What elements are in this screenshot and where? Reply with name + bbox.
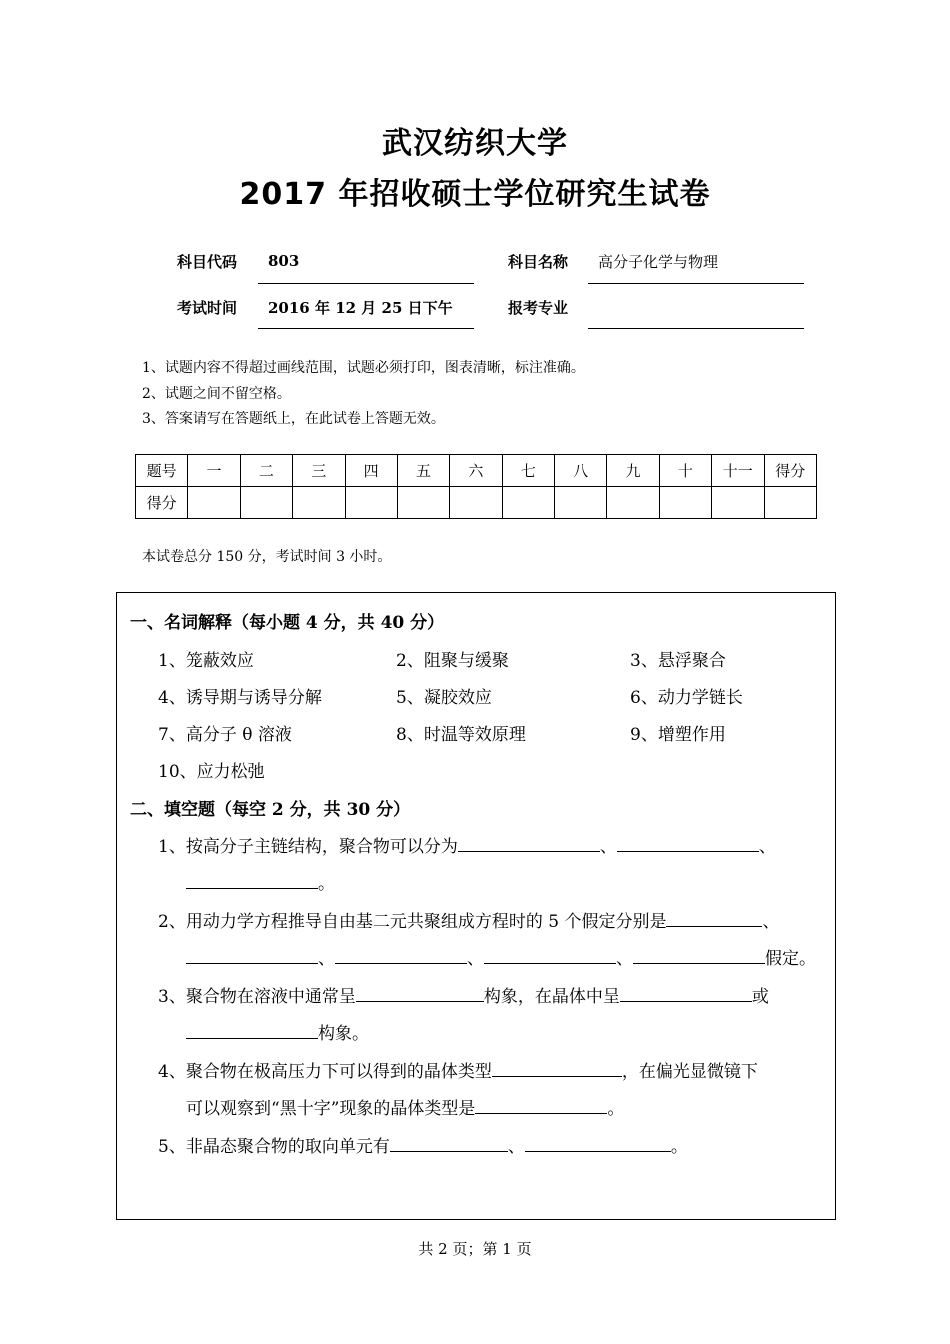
question-text: 2、用动力学方程推导自由基二元共聚组成方程时的 5 个假定分别是 [158, 912, 667, 932]
term-item: 7、高分子 θ 溶液 [158, 725, 292, 745]
separator: 、 [318, 949, 335, 969]
score-cell [240, 487, 292, 519]
question-text: ，在偏光显微镜下 [621, 1062, 758, 1082]
separator: 、 [599, 837, 617, 857]
answer-blank [458, 834, 600, 852]
total-note: 本试卷总分 150 分，考试时间 3 小时。 [142, 549, 392, 565]
question-text: 可以观察到“黑十字”现象的晶体类型是 [186, 1099, 476, 1119]
fill-question-1 [158, 832, 776, 857]
major-label: 报考专业 [508, 299, 569, 317]
term-item: 10、应力松弛 [158, 762, 265, 782]
score-header-cell: 一 [188, 455, 240, 487]
question-text: 4、聚合物在极高压力下可以得到的晶体类型 [158, 1062, 492, 1082]
fill-question-2 [158, 907, 779, 932]
question-text: 1、按高分子主链结构，聚合物可以分为 [158, 837, 458, 857]
answer-blank [492, 1059, 622, 1077]
score-header-cell: 四 [345, 455, 397, 487]
answer-blank [484, 946, 616, 964]
separator: 、 [507, 1137, 525, 1157]
term-item: 2、阻聚与缓聚 [396, 651, 509, 671]
answer-blank [186, 1021, 318, 1039]
separator: 、 [616, 949, 633, 969]
score-table [135, 454, 817, 519]
fill-question-4-cont [186, 1094, 624, 1119]
question-text: 。 [670, 1137, 688, 1157]
answer-blank [525, 1134, 671, 1152]
question-text: 。 [607, 1099, 625, 1119]
separator: 、 [762, 912, 780, 932]
rule-3: 3、答案请写在答题纸上，在此试卷上答题无效。 [142, 411, 445, 427]
score-cell [397, 487, 449, 519]
score-cell [188, 487, 240, 519]
section-2-title: 二、填空题（每空 2 分，共 30 分） [130, 800, 411, 820]
score-header-cell: 二 [240, 455, 292, 487]
question-text: 假定。 [765, 949, 816, 969]
separator: 、 [467, 949, 484, 969]
term-item: 3、悬浮聚合 [630, 651, 726, 671]
answer-blank [475, 1096, 607, 1114]
fill-question-1-cont [186, 869, 335, 894]
question-text: 3、聚合物在溶液中通常呈 [158, 987, 356, 1007]
score-header-cell: 五 [397, 455, 449, 487]
score-header-cell: 六 [450, 455, 502, 487]
exam-title: 2017 年招收硕士学位研究生试卷 [239, 177, 711, 212]
answer-blank [186, 946, 318, 964]
score-cell [555, 487, 607, 519]
term-item: 9、增塑作用 [630, 725, 726, 745]
score-table-header-row [136, 455, 817, 487]
score-header-cell: 八 [555, 455, 607, 487]
rule-2: 2、试题之间不留空格。 [142, 386, 291, 402]
question-text: 或 [751, 987, 769, 1007]
score-header-cell: 三 [293, 455, 345, 487]
section-1-title: 一、名词解释（每小题 4 分，共 40 分） [130, 613, 445, 633]
exam-time-label: 考试时间 [177, 299, 238, 317]
subject-name-value: 高分子化学与物理 [598, 253, 719, 271]
score-cell [450, 487, 502, 519]
subject-name-label: 科目名称 [508, 253, 569, 271]
score-cell [712, 487, 764, 519]
question-text: 构象，在晶体中呈 [483, 987, 620, 1007]
fill-question-3-cont [186, 1019, 369, 1044]
score-row-label: 得分 [136, 487, 188, 519]
fill-question-4 [158, 1057, 758, 1082]
fill-question-2-cont [186, 944, 816, 969]
score-cell [764, 487, 817, 519]
subject-name-line [588, 283, 804, 284]
rule-1: 1、试题内容不得超过画线范围，试题必须打印，图表清晰，标注准确。 [142, 360, 585, 376]
answer-blank [356, 984, 484, 1002]
subject-code-label: 科目代码 [177, 253, 238, 271]
answer-blank [335, 946, 467, 964]
fill-question-5 [158, 1132, 688, 1157]
answer-blank [390, 1134, 508, 1152]
answer-blank [633, 946, 765, 964]
page-footer: 共 2 页；第 1 页 [418, 1240, 532, 1258]
score-cell [502, 487, 554, 519]
answer-blank [666, 909, 762, 927]
exam-time-value: 2016 年 12 月 25 日下午 [268, 299, 453, 317]
question-text: 。 [318, 874, 335, 894]
fill-question-3 [158, 982, 769, 1007]
separator: 、 [758, 837, 776, 857]
score-table-score-row [136, 487, 817, 519]
subject-code-line [258, 283, 474, 284]
term-item: 4、诱导期与诱导分解 [158, 688, 322, 708]
exam-time-line [258, 328, 474, 329]
score-header-cell: 七 [502, 455, 554, 487]
score-cell [607, 487, 659, 519]
major-line [588, 328, 804, 329]
score-header-cell: 十 [659, 455, 711, 487]
university-name: 武汉纺织大学 [382, 126, 568, 161]
answer-blank [620, 984, 752, 1002]
answer-blank [617, 834, 759, 852]
score-cell [659, 487, 711, 519]
term-item: 5、凝胶效应 [396, 688, 492, 708]
question-text: 5、非晶态聚合物的取向单元有 [158, 1137, 390, 1157]
question-text: 构象。 [318, 1024, 369, 1044]
score-header-cell: 得分 [764, 455, 817, 487]
score-header-cell: 九 [607, 455, 659, 487]
score-cell [293, 487, 345, 519]
term-item: 6、动力学链长 [630, 688, 743, 708]
answer-blank [186, 871, 318, 889]
score-header-cell: 题号 [136, 455, 188, 487]
score-header-cell: 十一 [712, 455, 764, 487]
term-item: 8、时温等效原理 [396, 725, 526, 745]
subject-code-value: 803 [268, 252, 300, 270]
score-cell [345, 487, 397, 519]
term-item: 1、笼蔽效应 [158, 651, 254, 671]
